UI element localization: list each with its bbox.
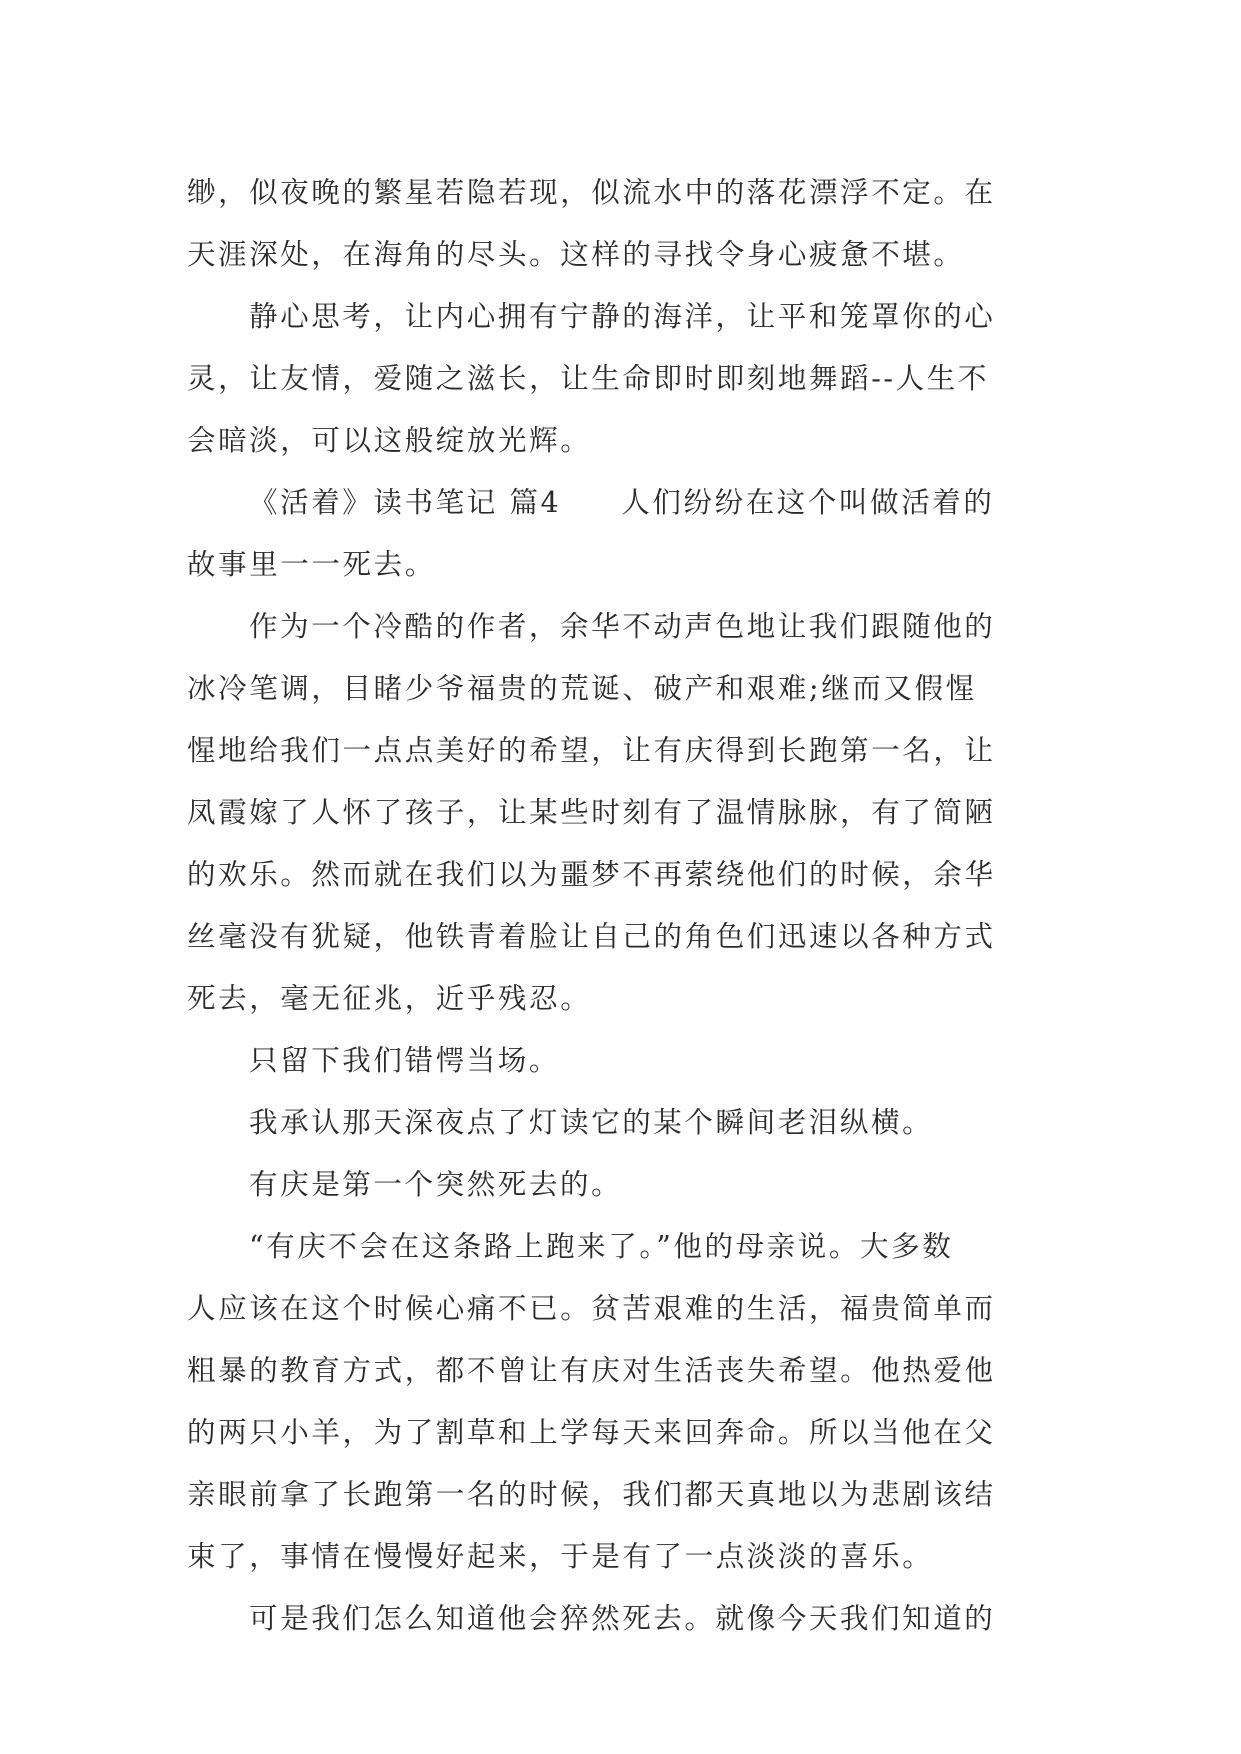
text-line: 人应该在这个时候心痛不已。贫苦艰难的生活，福贵简单而 <box>187 1292 996 1325</box>
paragraph-start-line: “有庆不会在这条路上跑来了。”他的母亲说。大多数 <box>249 1230 954 1263</box>
text-line: 束了，事情在慢慢好起来，于是有了一点淡淡的喜乐。 <box>187 1540 934 1573</box>
text-line: 惺地给我们一点点美好的希望，让有庆得到长跑第一名，让 <box>187 734 996 767</box>
paragraph-start-line: 我承认那天深夜点了灯读它的某个瞬间老泪纵横。 <box>249 1106 934 1139</box>
paragraph-start-line: 可是我们怎么知道他会猝然死去。就像今天我们知道的 <box>249 1602 996 1635</box>
text-line: 凤霞嫁了人怀了孩子，让某些时刻有了温情脉脉，有了简陋 <box>187 796 996 829</box>
text-line: 丝毫没有犹疑，他铁青着脸让自己的角色们迅速以各种方式 <box>187 920 996 953</box>
text-line: 的两只小羊，为了割草和上学每天来回奔命。所以当他在父 <box>187 1416 996 1449</box>
text-line: 亲眼前拿了长跑第一名的时候，我们都天真地以为悲剧该结 <box>187 1478 996 1511</box>
paragraph-start-line: 有庆是第一个突然死去的。 <box>249 1168 623 1201</box>
body-text <box>187 162 1053 1650</box>
paragraph-start-line: 静心思考，让内心拥有宁静的海洋，让平和笼罩你的心 <box>249 300 996 333</box>
text-line: 会暗淡，可以这般绽放光辉。 <box>187 424 592 457</box>
section-first-text: 人们纷纷在这个叫做活着的 <box>621 486 995 519</box>
text-line: 冰冷笔调，目睹少爷福贵的荒诞、破产和艰难;继而又假惺 <box>187 672 977 705</box>
text-line: 缈，似夜晚的繁星若隐若现，似流水中的落花漂浮不定。在 <box>187 176 996 209</box>
text-line: 死去，毫无征兆，近乎残忍。 <box>187 982 592 1015</box>
section-heading-line <box>187 472 1053 534</box>
text-line: 粗暴的教育方式，都不曾让有庆对生活丧失希望。他热爱他 <box>187 1354 996 1387</box>
text-line: 灵，让友情，爱随之滋长，让生命即时即刻地舞蹈--人生不 <box>187 362 989 395</box>
paragraph-start-line: 只留下我们错愕当场。 <box>249 1044 561 1077</box>
text-line: 的欢乐。然而就在我们以为噩梦不再萦绕他们的时候，余华 <box>187 858 996 891</box>
section-heading: 《活着》读书笔记 篇4 <box>249 486 562 519</box>
text-line: 天涯深处，在海角的尽头。这样的寻找令身心疲惫不堪。 <box>187 238 965 271</box>
paragraph-start-line: 作为一个冷酷的作者，余华不动声色地让我们跟随他的 <box>249 610 996 643</box>
text-line: 故事里一一死去。 <box>187 548 436 581</box>
